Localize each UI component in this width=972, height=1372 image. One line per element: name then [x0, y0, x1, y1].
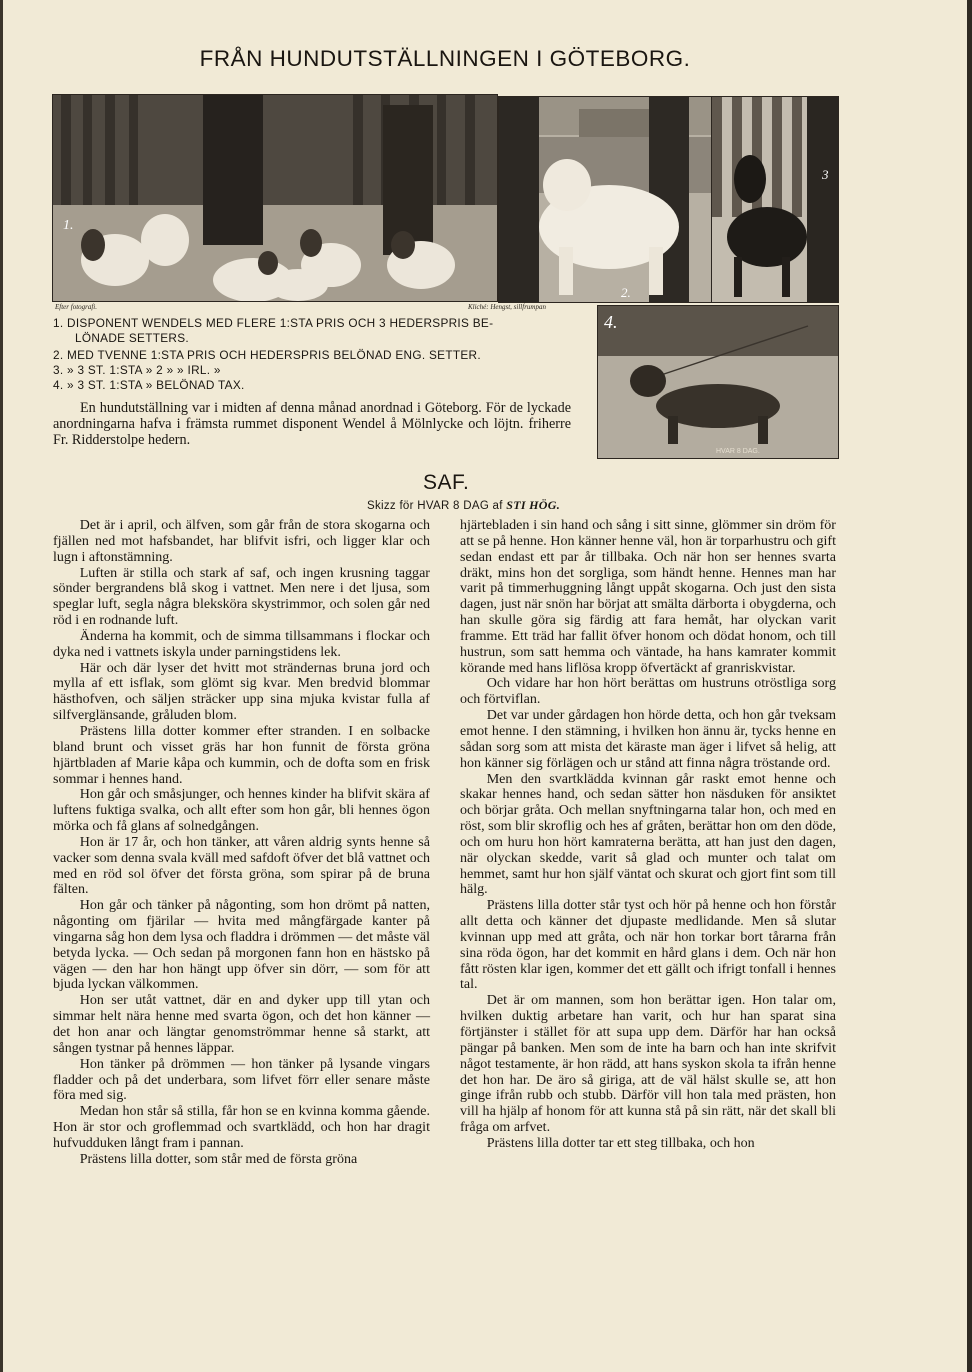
- photo-label-3: 3: [822, 167, 829, 182]
- photo-label-4: 4.: [604, 312, 618, 332]
- paragraph: Här och där lyser det hvitt mot strändernas bruna jord och mylla af ett isflak, som glömt sig kvar. Men bredvid blommar hästhofven, och säljen sträcker upp sina mjuka kvistar fulla af silfverglänsande, gråluden blom.: [53, 659, 430, 724]
- paragraph: Änderna ha kommit, och de simma tillsammans i flockar och dyka ned i vattnets iskyla under parningstidens lek.: [53, 627, 430, 660]
- page-edge-right: [967, 0, 972, 1372]
- caption-line-1: 1. DISPONENT WENDELS MED FLERE 1:STA PRIS OCH 3 HEDERSPRIS BE-: [53, 316, 494, 330]
- paragraph: hjärtebladen i sin hand och sång i sitt sinne, glömmer sin dröm för att se på henne. Hon känner henne väl, hon är torparhustru och gift sedan endast ett par år tillbaka. Och när hon ser hennes svarta dräkt, mins hon det sorgliga, som händt henne. Hennes man har varit på timmerhuggning långt uppåt skogarna. Och just den sista dagen, just när snön har börjat att smälta därborta i obygderna, och han skulle göra sig färdig att fara hemåt, har olyckan varit framme. Ett träd har fallit öfver honom och dödat honom, och till hustrun, som satt hemma och väntade, ha hans kamrater kommit körande med hans liflösa kropp öfvertäckt af granriskvistar.: [460, 517, 836, 676]
- photo-credit-left: Efter fotografi.: [55, 303, 97, 311]
- paragraph: Prästens lilla dotter står tyst och hör på henne och hon förstår allt detta och känner det djupaste medlidande. Men så slutar kvinnan upp med att gråta, och när hon torkar bort tårarna från sina röda ögon, har det kommit en hård glans i dem. Och när hon fått rösten klar igen, kommer det ett gällt och ifrigt tonfall i hennes tal.: [460, 897, 836, 993]
- paragraph: Men den svartklädda kvinnan går raskt emot henne och skakar hennes hand, och sedan sätter hon näsduken för ansiktet och börjar gråta. Och mellan snyftningarna talar hon, och med en röst, som blir skroflig och hes af gråten, berättar hon om den döde, och om huru hon hört kamraterna berätta, att han just den dagen, när olyckan skedde, varit så glad och munter och talat om hemmet, samt hur hon själf väntat och skurat och gjort fint som till hälg.: [460, 770, 836, 898]
- photo-watermark: HVAR 8 DAG.: [716, 448, 760, 455]
- caption-line-2: LÖNADE SETTERS.: [75, 331, 189, 345]
- paragraph: Hon går och småsjunger, och hennes kinder ha blifvit skära af luftens fuktiga svalka, och allt efter som hon går, bli hennes ögon mörka och få glans af solnedgången.: [53, 786, 430, 835]
- byline-author: STI HÖG.: [506, 498, 560, 512]
- photo-setters-group-image: [53, 95, 497, 301]
- paragraph: Hon går och tänker på någonting, som hon drömt på natten, någonting om fjärilar — hvita med mångfärgade kanter på vingarna såg hon dem lysa och fladdra i drömmen — det måste väl betyda lycka. — Och sedan på morgonen fann hon en hästsko på vägen — den har hon hängt upp öfver sin dörr, — som för att bjuda lyckan välkommen.: [53, 897, 430, 993]
- photo-dachshund-image: [598, 306, 838, 458]
- photo-setters-group: [52, 94, 498, 302]
- left-column: [53, 518, 430, 1168]
- photo-label-1: 1.: [63, 218, 74, 233]
- photo-english-setter: [498, 96, 712, 303]
- photo-english-setter-image: [499, 97, 711, 302]
- byline-text: Skizz för HVAR 8 DAG af: [366, 500, 503, 512]
- paragraph: Luften är stilla och stark af saf, och ingen krusning taggar sönder bergrandens blå skog i vattnet. Men nere i det ljusa, som speglar luft, segla några bleksköra skystrimmor, och solen går ned röd i en rodnande luft.: [53, 564, 430, 629]
- story-title: SAF.: [423, 471, 470, 494]
- paragraph: Prästens lilla dotter kommer efter stranden. I en solbacke bland brunt och visset gräs har hon funnit de första gröna hjärtbladen af Marie kåpa och kummin, och de dofta som en frisk sommar i hennes hand.: [53, 722, 430, 787]
- photo-credit-right: Kliché: Hengst, sillfrumpan: [468, 303, 546, 311]
- photo-label-2: 2.: [621, 285, 631, 300]
- paragraph: Prästens lilla dotter, som står med de första gröna: [79, 1150, 358, 1167]
- paragraph: Hon tänker på drömmen — hon tänker på lysande vingars fladder och på det underbara, som lifvet förr eller senare måste föra med sig.: [53, 1055, 430, 1104]
- paragraph: Och vidare har hon hört berättas om hustruns otröstliga sorg och förtviflan.: [460, 675, 836, 708]
- photo-captions: [53, 316, 593, 393]
- paragraph: Hon är 17 år, och hon tänker, att våren aldrig synts henne så vacker som denna svala kväll med safdoft öfver det blå vattnet och med en röd sol öfver det första gröna, som spirar på de bruna fälten.: [53, 833, 430, 898]
- paragraph: Hon ser utåt vattnet, där en and dyker upp till ytan och simmar helt nära henne med svarta ögon, och det hon känner — det hon anar och längtar genomströmmar henne så starkt, att sången tystnar på hennes läppar.: [53, 992, 430, 1056]
- paragraph: Det är i april, och älfven, som går från de stora skogarna och fjällen ned mot hafsbandet, har blifvit isfri, och ligger klar och lugn i aftonstämning.: [53, 517, 430, 565]
- paragraph: Prästens lilla dotter tar ett steg tillbaka, och hon: [486, 1134, 755, 1151]
- photo-irish-setter-image: [712, 97, 838, 302]
- intro-paragraph: [53, 400, 571, 449]
- right-column: [460, 518, 836, 1152]
- photo-irish-setter: [711, 96, 839, 303]
- story-byline: [0, 498, 560, 513]
- page-headline: FRÅN HUNDUTSTÄLLNINGEN I GÖTEBORG.: [199, 46, 691, 71]
- paragraph: Det var under gårdagen hon hörde detta, och hon går tveksam emot henne. I den stämning, i hvilken hon ännu är, tycks henne en sådan sorg som att mista det käraste man äger i lifvet så helig, att hon känner sig förlägen och ur stånd att finna några tröstande ord.: [460, 707, 836, 771]
- paragraph: Medan hon står så stilla, får hon se en kvinna komma gående. Hon är stor och groflemmad och svartklädd, och hon har dragit hufvudduken långt fram i pannan.: [53, 1103, 430, 1151]
- caption-line-4: 3. » 3 ST. 1:STA » 2 » » IRL. »: [53, 363, 221, 377]
- photo-dachshund: [597, 305, 839, 459]
- intro-text: En hundutställning var i midten af denna månad anordnad i Göteborg. För de lyckade anordningarna hafva i främsta rummet disponent Wendel å Mölnlycke och löjtn. friherre Fr. Ridderstolpe hedern.: [53, 400, 571, 449]
- caption-line-3: 2. MED TVENNE 1:STA PRIS OCH HEDERSPRIS BELÖNAD ENG. SETTER.: [53, 348, 481, 362]
- caption-line-5: 4. » 3 ST. 1:STA » BELÖNAD TAX.: [53, 378, 245, 392]
- paragraph: Det är om mannen, som hon berättar igen. Hon talar om, hvilken duktig arbetare han varit, och hur han sparat sina förtjänster i stället för att supa upp dem. Därför har han också pängar på banken. Men som de inte ha barn och han inte skrifvit något testamente, är hon rädd, att hans syskon skola ta ifrån henne det hon har. De äro så giriga, att de väl hälst skulle se, att hon ginge ifrån rubb och stubb. Därför vill hon tala med prästen, hon vill ha hjälp af honom för att kunna stå på sin rätt, när det skall bli fråga om arfvet.: [460, 992, 836, 1136]
- page-edge-left: [0, 0, 3, 1372]
